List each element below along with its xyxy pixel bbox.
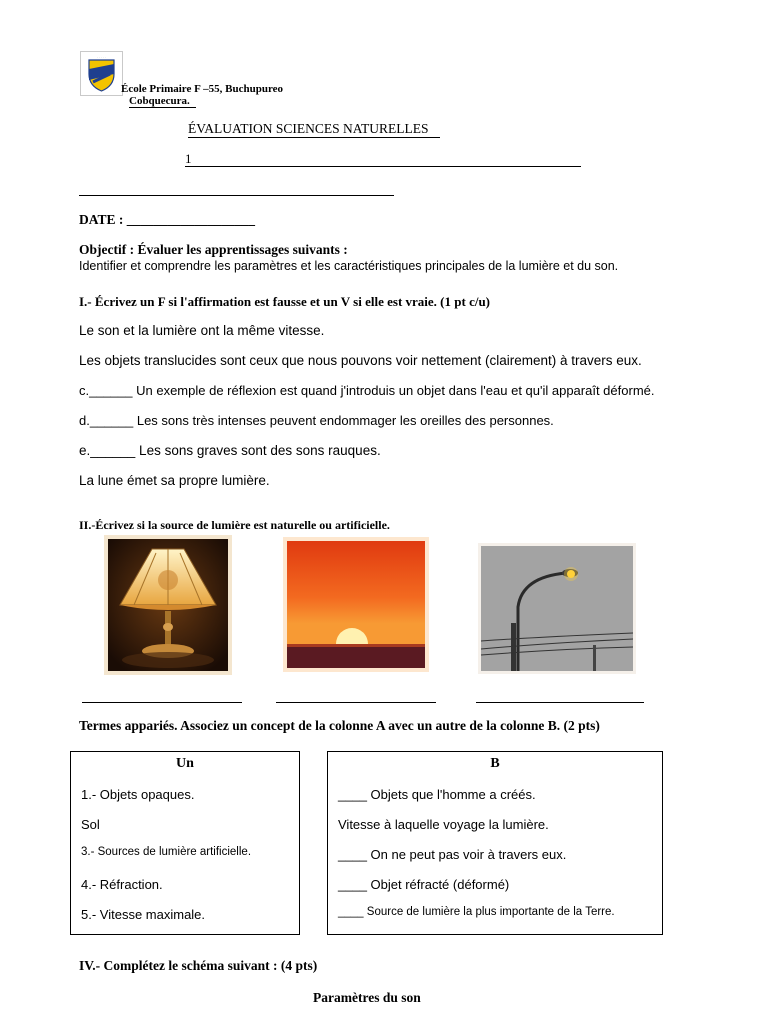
column-a-item: 4.- Réfraction. <box>81 877 163 892</box>
column-a-header: Un <box>176 756 194 771</box>
column-b-item: ____ Source de lumière la plus importante de la Terre. <box>338 906 615 918</box>
section1-heading: I.- Écrivez un F si l'affirmation est fausse et un V si elle est vraie. (1 pt c/u) <box>79 294 491 309</box>
school-logo <box>80 51 123 96</box>
statement-c: c.______ Un exemple de réflexion est quand j'introduis un objet dans l'eau et qu'il apparaît déformé. <box>79 383 655 398</box>
objective-text: Identifier et comprendre les paramètres et les caractéristiques principales de la lumière et du son. <box>79 259 619 273</box>
section2-heading: II.-Écrivez si la source de lumière est naturelle ou artificielle. <box>79 518 390 532</box>
statement-d: d.______ Les sons très intenses peuvent endommager les oreilles des personnes. <box>79 413 554 428</box>
streetlight-photo <box>478 543 636 674</box>
answer-line-lamp <box>82 702 242 703</box>
column-b-box <box>327 751 663 935</box>
name-line <box>185 166 581 167</box>
answer-line-streetlight <box>476 702 644 703</box>
school-place: Cobquecura. <box>129 95 190 107</box>
statement-a: Le son et la lumière ont la même vitesse. <box>79 323 325 338</box>
name-line-2 <box>79 195 394 196</box>
objective-label: Objectif : Évaluer les apprentissages suivants : <box>79 242 348 257</box>
statement-e: e.______ Les sons graves sont des sons rauques. <box>79 443 381 458</box>
date-field: DATE : ___________________ <box>79 212 256 227</box>
column-b-item: ____ Objets que l'homme a créés. <box>338 787 536 802</box>
column-a-item: 5.- Vitesse maximale. <box>81 907 206 922</box>
column-a-box <box>70 751 300 935</box>
statement-b: Les objets translucides sont ceux que nous pouvons voir nettement (clairement) à travers eux. <box>79 353 642 368</box>
lamp-photo <box>104 535 232 675</box>
title-number: 1 <box>185 151 192 166</box>
title-underline <box>188 137 440 138</box>
column-b-item: ____ On ne peut pas voir à travers eux. <box>338 847 567 862</box>
column-b-item: ____ Objet réfracté (déformé) <box>338 877 510 892</box>
school-name: École Primaire F –55, Buchupureo <box>121 83 284 95</box>
statement-f: La lune émet sa propre lumière. <box>79 473 270 488</box>
school-place-underline <box>129 107 196 108</box>
column-a-item: Sol <box>81 817 100 832</box>
answer-line-sunset <box>276 702 436 703</box>
section3-heading: Termes appariés. Associez un concept de la colonne A avec un autre de la colonne B. (2 pts) <box>79 718 600 733</box>
column-a-item: 3.- Sources de lumière artificielle. <box>81 846 252 858</box>
column-b-header: B <box>490 756 500 771</box>
column-b-item: Vitesse à laquelle voyage la lumière. <box>338 817 549 832</box>
page-title: ÉVALUATION SCIENCES NATURELLES <box>188 121 429 136</box>
diagram-title: Paramètres du son <box>313 990 421 1005</box>
section4-heading: IV.- Complétez le schéma suivant : (4 pts) <box>79 958 318 973</box>
column-a-item: 1.- Objets opaques. <box>81 787 195 802</box>
sunset-photo <box>283 537 429 672</box>
svg-text:· · · · ·: · · · · · <box>97 55 106 59</box>
